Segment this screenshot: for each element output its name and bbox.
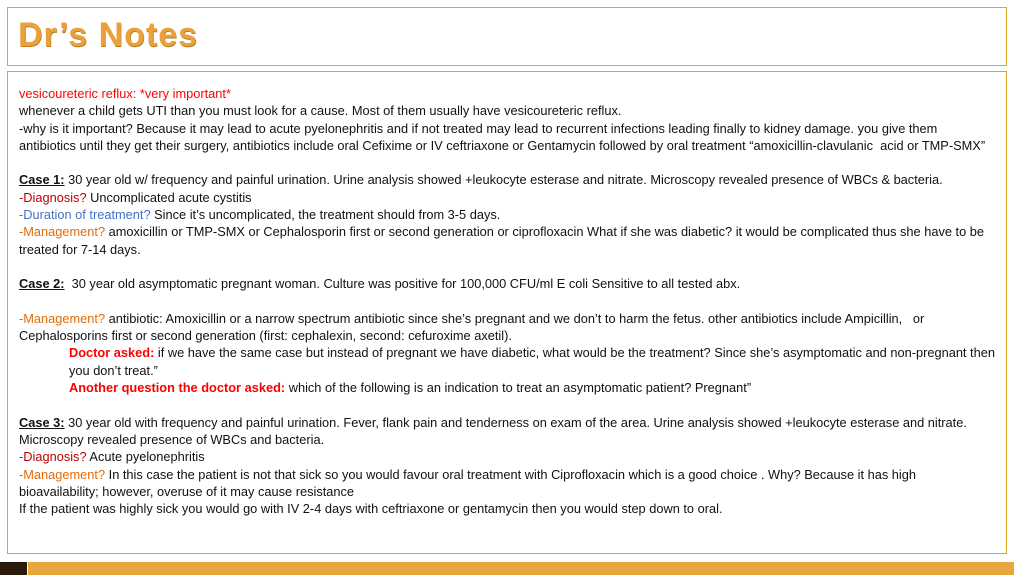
case2-another-question-label: Another question the doctor asked:	[69, 380, 286, 396]
case2-management-label: -Management?	[19, 310, 106, 326]
case2-doctor-asked	[19, 344, 999, 379]
case2-label: Case 2:	[19, 276, 65, 292]
reflux-heading-text: vesicoureteric reflux: *very important*	[19, 86, 231, 101]
page-title: Dr’s Notes	[18, 16, 199, 54]
reflux-heading	[19, 85, 996, 102]
bottom-accent-bar	[0, 562, 1024, 575]
case2-another-question	[19, 379, 996, 396]
case3-footnote: If the patient was highly sick you would go with IV 2-4 days with ceftriaxone or gentamycin then you would step down to oral.	[19, 501, 723, 517]
case3-management-label: -Management?	[19, 466, 106, 482]
case1-diagnosis-text: Uncomplicated acute cystitis	[86, 189, 252, 205]
case3-diagnosis-label: -Diagnosis?	[19, 449, 87, 465]
case1-label: Case 1:	[19, 172, 65, 188]
case2-description-text: 30 year old asymptomatic pregnant woman. Culture was positive for 100,000 CFU/ml E coli Sensitive to all tested abx.	[64, 276, 741, 292]
case3-label: Case 3:	[19, 414, 65, 430]
case1-management	[19, 223, 996, 258]
case3-description	[19, 414, 996, 449]
title-box	[7, 7, 1007, 66]
case3-description-text: 30 year old with frequency and painful urination. Fever, flank pain and tenderness on exam of the area. Urine analysis showed +leukocyte esterase and nitrate. Microscopy revealed presence of WBCs and bacteria.	[19, 414, 971, 447]
case1-management-label: -Management?	[19, 224, 106, 240]
case1-duration-label: -Duration of treatment?	[19, 207, 151, 223]
bottom-bar-gold-segment	[28, 562, 1014, 575]
reflux-note-line2: -why is it important? Because it may lead to acute pyelonephritis and if not treated may lead to recurrent infections leading finally to kidney damage. you give them antibiotics until they get their surgery, antibiotics include oral Cefixime or IV ceftriaxone or Gentamycin followed by oral treatment “amoxicillin-clavulanic acid or TMP-SMX”	[19, 120, 986, 153]
case3-diagnosis-text: Acute pyelonephritis	[86, 449, 205, 465]
case2-management	[19, 310, 996, 345]
case2-another-question-text: which of the following is an indication to treat an asymptomatic patient? Pregnant”	[285, 380, 752, 396]
case2-doctor-asked-text: if we have the same case but instead of pregnant we have diabetic, what would be the treatment? Since she’s asymptomatic and non-pregnant then you don’t treat.”	[69, 345, 999, 378]
case1-duration	[19, 206, 996, 223]
case2-description	[19, 275, 996, 292]
case1-management-text: amoxicillin or TMP-SMX or Cephalosporin first or second generation or ciprofloxacin What if she was diabetic? it would be complicated thus she have to be treated for 7-14 days.	[19, 224, 988, 257]
notes-content-box	[7, 71, 1007, 554]
case3-management	[19, 466, 996, 501]
case3-management-text: In this case the patient is not that sick so you would favour oral treatment with Ciprofloxacin which is a good choice . Why? Because it has high bioavailability; however, overuse of it may cause resistance	[19, 466, 920, 499]
case1-duration-text: Since it’s uncomplicated, the treatment should from 3-5 days.	[150, 207, 501, 223]
case2-management-text: antibiotic: Amoxicillin or a narrow spectrum antibiotic since she’s pregnant and we don’t to harm the fetus. other antibiotics include Ampicillin, or Cephalosporins first or second generation (first: cephalexin, second: cefuroxime axetil).	[19, 310, 928, 344]
case1-diagnosis	[19, 189, 996, 206]
case1-diagnosis-label: -Diagnosis?	[19, 189, 87, 205]
case1-description	[19, 171, 996, 188]
case3-diagnosis	[19, 448, 996, 465]
case1-description-text: 30 year old w/ frequency and painful urination. Urine analysis showed +leukocyte esterase and nitrate. Microscopy revealed presence of WBCs & bacteria.	[64, 172, 943, 188]
bottom-bar-dark-segment	[0, 562, 27, 575]
reflux-note-line1: whenever a child gets UTI than you must look for a cause. Most of them usually have vesicoureteric reflux.	[19, 103, 622, 119]
case2-doctor-asked-label: Doctor asked:	[69, 345, 155, 361]
